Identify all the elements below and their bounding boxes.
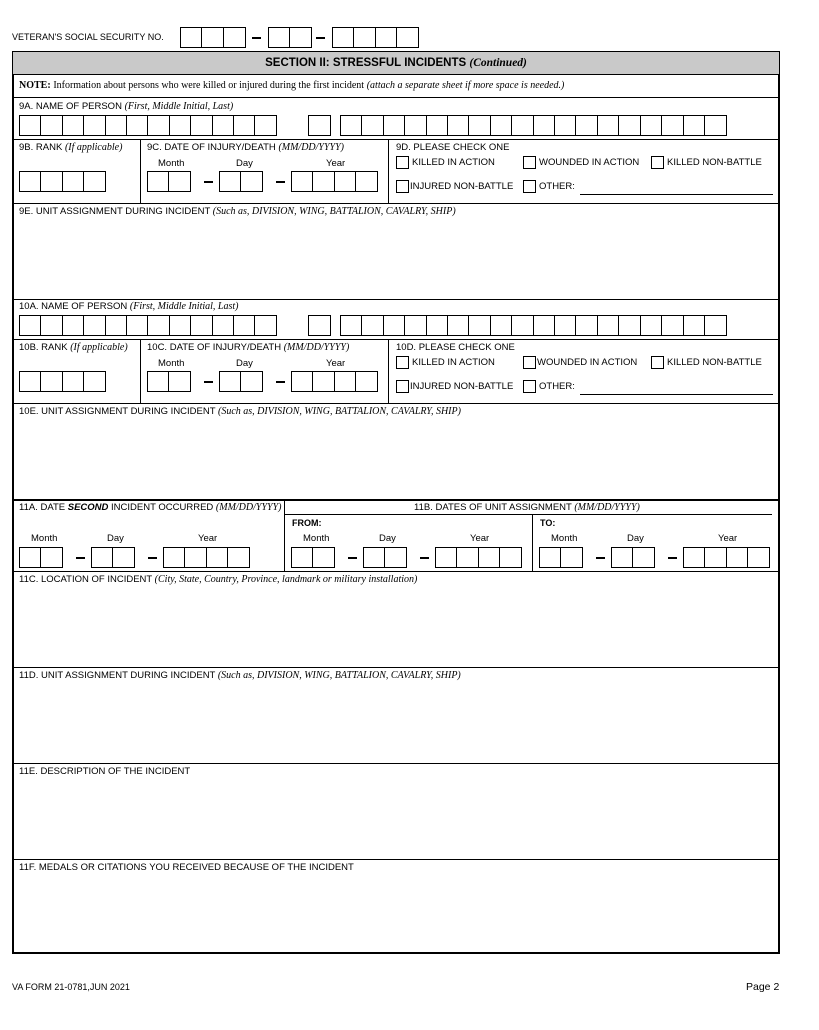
ssn-label: VETERAN'S SOCIAL SECURITY NO. [12, 32, 164, 42]
item-9d-label: 9D. PLEASE CHECK ONE [396, 142, 510, 153]
item-10c-day-field[interactable] [219, 371, 262, 392]
item-9c-day-field[interactable] [219, 171, 262, 192]
from-label: FROM: [292, 518, 322, 528]
item-9b-rank-field[interactable] [19, 171, 105, 192]
checkbox-label: OTHER: [539, 181, 575, 192]
year-label: Year [718, 533, 738, 544]
item-9c-label: 9C. DATE OF INJURY/DEATH (MM/DD/YYYY) [147, 142, 345, 153]
item-10d-killed-nonbattle-checkbox[interactable] [651, 356, 664, 369]
item-10d-wounded-checkbox[interactable] [523, 356, 536, 369]
year-label: Year [198, 533, 218, 544]
item-9d-other-checkbox[interactable] [523, 180, 536, 193]
item-11b-from-month-field[interactable] [291, 547, 334, 568]
checkbox-label: OTHER: [539, 381, 575, 392]
item-9c-month-field[interactable] [147, 171, 190, 192]
item-10e-label: 10E. UNIT ASSIGNMENT DURING INCIDENT (Such as, DIVISION, WING, BATTALION, CAVALRY, SHIP) [19, 406, 461, 417]
item-11c-text-area[interactable] [14, 588, 778, 666]
item-9e-text-area[interactable] [14, 220, 778, 298]
item-11a-month-field[interactable] [19, 547, 62, 568]
item-11b-to-year-field[interactable] [683, 547, 769, 568]
ssn-dash [316, 37, 325, 39]
item-9c-year-field[interactable] [291, 171, 377, 192]
ssn-part2-field[interactable] [268, 27, 311, 48]
item-9d-killed-checkbox[interactable] [396, 156, 409, 169]
ssn-dash [252, 37, 261, 39]
item-9e-label: 9E. UNIT ASSIGNMENT DURING INCIDENT (Such as, DIVISION, WING, BATTALION, CAVALRY, SHIP) [19, 206, 456, 217]
item-11b-to-day-field[interactable] [611, 547, 654, 568]
item-10d-injured-nonbattle-checkbox[interactable] [396, 380, 409, 393]
item-11d-label: 11D. UNIT ASSIGNMENT DURING INCIDENT (Such as, DIVISION, WING, BATTALION, CAVALRY, SHIP) [19, 670, 461, 681]
month-label: Month [158, 158, 185, 169]
item-10e-text-area[interactable] [14, 420, 778, 498]
item-10d-other-checkbox[interactable] [523, 380, 536, 393]
item-10a-middle-initial-field[interactable] [308, 315, 329, 336]
ssn-part1-field[interactable] [180, 27, 244, 48]
item-9b-label: 9B. RANK (If applicable) [19, 142, 123, 153]
year-label: Year [326, 158, 346, 169]
item-11b-from-day-field[interactable] [363, 547, 406, 568]
item-11d-text-area[interactable] [14, 684, 778, 762]
item-10c-year-field[interactable] [291, 371, 377, 392]
item-10c-month-field[interactable] [147, 371, 190, 392]
item-9d-other-input[interactable] [580, 194, 773, 195]
item-11e-text-area[interactable] [14, 780, 778, 858]
day-label: Day [379, 533, 396, 544]
item-10a-first-name-field[interactable] [19, 315, 276, 336]
item-9d-injured-nonbattle-checkbox[interactable] [396, 180, 409, 193]
section-header: SECTION II: STRESSFUL INCIDENTS (Continued) [13, 52, 779, 75]
item-11b-from-year-field[interactable] [435, 547, 521, 568]
item-9a-middle-initial-field[interactable] [308, 115, 329, 136]
day-label: Day [236, 158, 253, 169]
item-9a-label: 9A. NAME OF PERSON (First, Middle Initial, Last) [19, 101, 234, 112]
note-text: NOTE: Information about persons who were killed or injured during the first incident (attach a separate sheet if more space is needed.) [19, 80, 565, 91]
item-11c-label: 11C. LOCATION OF INCIDENT (City, State, Country, Province, landmark or military installation) [19, 574, 418, 585]
item-11a-day-field[interactable] [91, 547, 134, 568]
day-label: Day [236, 358, 253, 369]
item-11a-label: 11A. DATE SECOND INCIDENT OCCURRED (MM/DD/YYYY) [19, 502, 282, 513]
year-label: Year [326, 358, 346, 369]
item-10d-label: 10D. PLEASE CHECK ONE [396, 342, 515, 353]
to-label: TO: [540, 518, 556, 528]
item-10a-last-name-field[interactable] [340, 315, 725, 336]
month-label: Month [31, 533, 58, 544]
item-9a-first-name-field[interactable] [19, 115, 276, 136]
checkbox-label: KILLED IN ACTION [412, 357, 495, 368]
item-9a-last-name-field[interactable] [340, 115, 725, 136]
checkbox-label: KILLED NON-BATTLE [667, 157, 762, 168]
item-9d-wounded-checkbox[interactable] [523, 156, 536, 169]
item-10d-other-input[interactable] [580, 394, 773, 395]
ssn-part3-field[interactable] [332, 27, 418, 48]
item-11f-label: 11F. MEDALS OR CITATIONS YOU RECEIVED BECAUSE OF THE INCIDENT [19, 862, 354, 873]
item-11b-label: 11B. DATES OF UNIT ASSIGNMENT (MM/DD/YYYY) [414, 502, 640, 513]
day-label: Day [107, 533, 124, 544]
checkbox-label: KILLED IN ACTION [412, 157, 495, 168]
item-10b-label: 10B. RANK (If applicable) [19, 342, 128, 353]
month-label: Month [158, 358, 185, 369]
item-11a-year-field[interactable] [163, 547, 249, 568]
item-11f-text-area[interactable] [14, 876, 778, 952]
item-10b-rank-field[interactable] [19, 371, 105, 392]
item-11b-to-month-field[interactable] [539, 547, 582, 568]
form-id: VA FORM 21-0781,JUN 2021 [12, 982, 130, 992]
item-10c-label: 10C. DATE OF INJURY/DEATH (MM/DD/YYYY) [147, 342, 350, 353]
year-label: Year [470, 533, 490, 544]
checkbox-label: INJURED NON-BATTLE [410, 381, 514, 392]
checkbox-label: KILLED NON-BATTLE [667, 357, 762, 368]
item-11e-label: 11E. DESCRIPTION OF THE INCIDENT [19, 766, 191, 777]
item-10d-killed-checkbox[interactable] [396, 356, 409, 369]
item-10a-label: 10A. NAME OF PERSON (First, Middle Initial, Last) [19, 301, 239, 312]
day-label: Day [627, 533, 644, 544]
month-label: Month [303, 533, 330, 544]
checkbox-label: WOUNDED IN ACTION [537, 357, 638, 368]
month-label: Month [551, 533, 578, 544]
page-number: Page 2 [746, 981, 780, 993]
checkbox-label: WOUNDED IN ACTION [539, 157, 640, 168]
checkbox-label: INJURED NON-BATTLE [410, 181, 514, 192]
item-9d-killed-nonbattle-checkbox[interactable] [651, 156, 664, 169]
